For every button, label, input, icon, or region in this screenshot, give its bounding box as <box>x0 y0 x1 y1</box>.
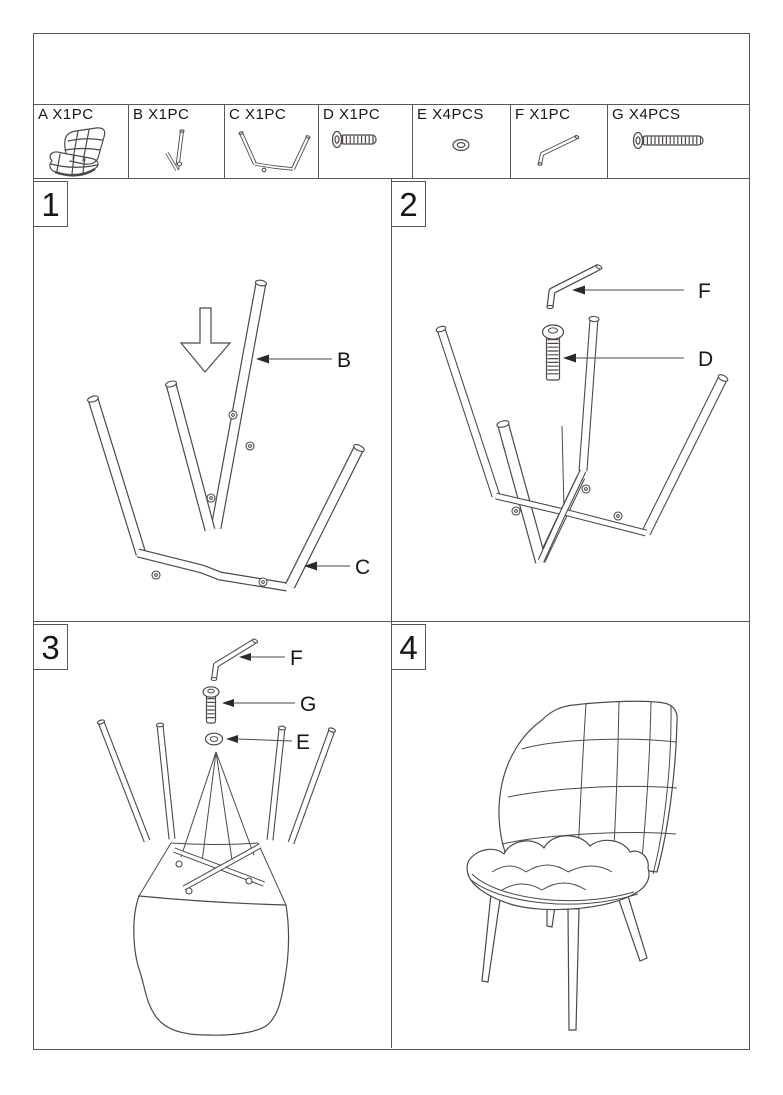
washer-icon <box>417 124 511 174</box>
step-2-panel <box>392 179 749 622</box>
part-cell-g <box>608 105 749 178</box>
part-cell-e <box>413 105 511 178</box>
callout-arrow-e <box>226 735 238 743</box>
part-label-e: E X4PCS <box>417 106 484 123</box>
part-cell-b <box>129 105 225 178</box>
leg-frame-icon <box>229 124 319 178</box>
callout-label-d: D <box>698 348 714 371</box>
callout-label-g: G <box>300 693 317 716</box>
part-label-a: A X1PC <box>38 106 94 123</box>
step-4-panel <box>392 622 749 1048</box>
part-label-c: C X1PC <box>229 106 287 123</box>
callout-label-c: C <box>355 556 371 579</box>
callout-arrow-d <box>563 354 576 363</box>
part-label-f: F X1PC <box>515 106 571 123</box>
step-1-diagram <box>34 179 391 621</box>
callout-arrow-g <box>222 699 234 707</box>
callout-arrow-b <box>256 355 269 364</box>
part-cell-a <box>34 105 129 178</box>
callout-label-f: F <box>290 647 303 670</box>
callout-label-b: B <box>337 349 352 372</box>
step-2-number: 2 <box>392 181 426 227</box>
part-cell-f <box>511 105 608 178</box>
step-1-number: 1 <box>34 181 68 227</box>
step-3-panel <box>34 622 392 1048</box>
top-blank-band <box>34 34 749 105</box>
part-label-d: D X1PC <box>323 106 381 123</box>
long-bolt-icon <box>612 124 742 174</box>
step-1-panel <box>34 179 392 622</box>
short-bolt-icon <box>323 124 413 174</box>
part-cell-d <box>319 105 413 178</box>
seat-shell-icon <box>38 124 128 178</box>
callout-label-e: E <box>296 731 311 754</box>
part-label-g: G X4PCS <box>612 106 681 123</box>
part-label-b: B X1PC <box>133 106 190 123</box>
parts-list-row <box>34 105 749 179</box>
sheet-border-frame <box>33 33 750 1050</box>
steps-grid <box>34 179 749 1048</box>
part-cell-c <box>225 105 319 178</box>
callout-label-f: F <box>698 280 711 303</box>
front-leg-pair-icon <box>133 124 225 178</box>
callout-arrow-f <box>572 286 585 295</box>
allen-key-icon <box>515 124 608 178</box>
callout-arrow-f <box>239 653 251 661</box>
step-4-number: 4 <box>392 624 426 670</box>
down-arrow-icon <box>181 308 230 372</box>
step-3-number: 3 <box>34 624 68 670</box>
step-4-diagram <box>392 622 749 1048</box>
step-2-diagram <box>392 179 749 621</box>
step-3-diagram <box>34 622 391 1048</box>
